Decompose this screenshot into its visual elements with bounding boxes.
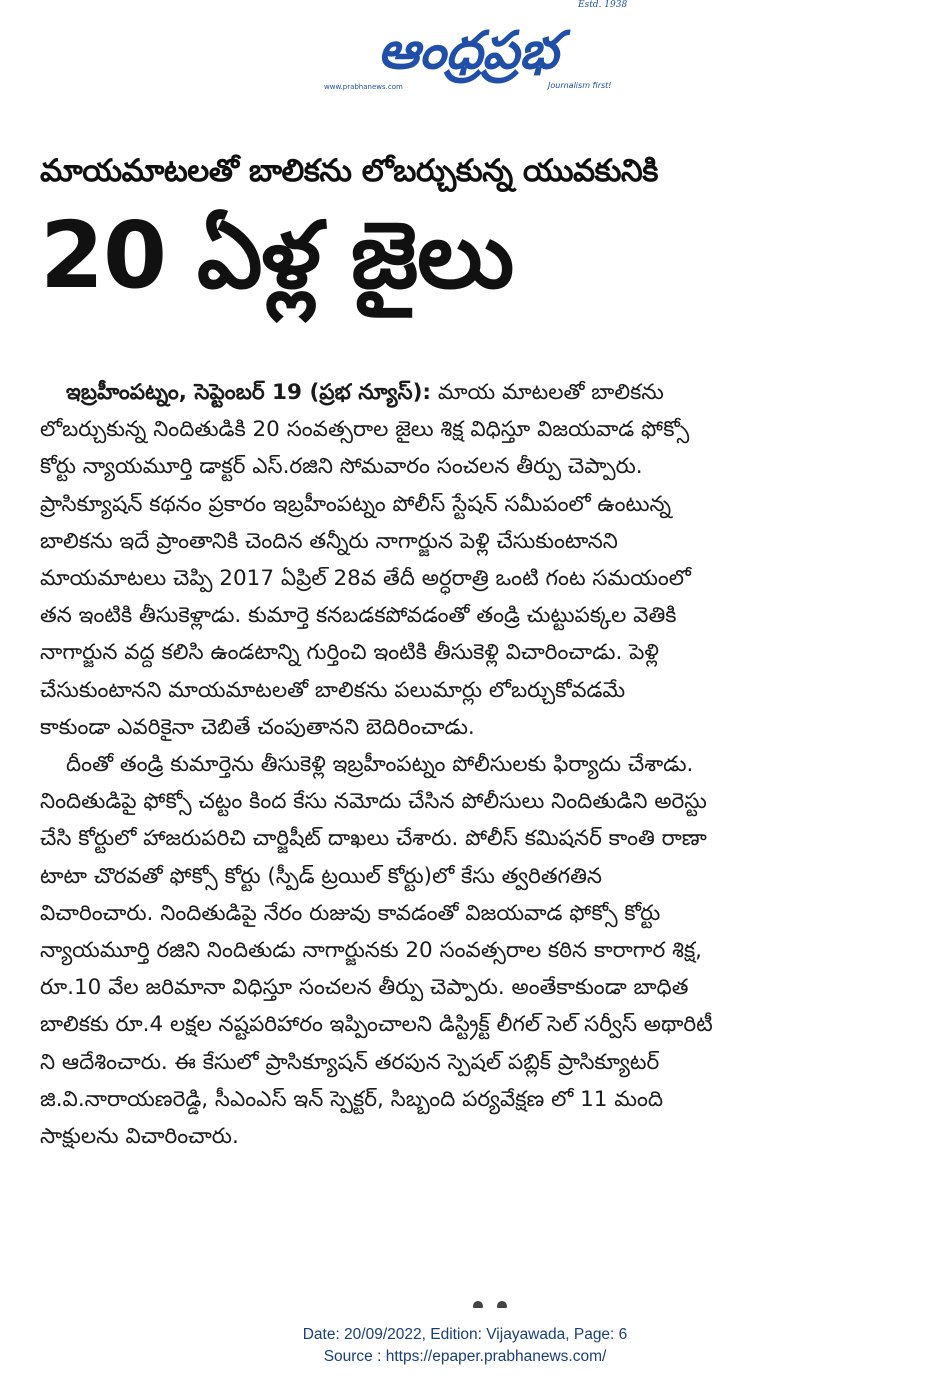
estd-label: Estd. 1938 [578,0,628,10]
paragraph-2-line: దీంతో తండ్రి కుమార్తెను తీసుకెళ్లి ఇబ్రహీంపట్నం పోలీసులకు ఫిర్యాదు చేశాడు. [66,752,694,778]
paragraph-1-line: లోబర్చుకున్న నిందితుడికి 20 సంవత్సరాల జైలు శిక్ష విధిస్తూ విజయవాడ ఫోక్సో [40,417,690,443]
website-label: www.prabhanews.com [324,83,403,91]
article-headline: 20 ఏళ్ల జైలు [40,202,514,309]
paragraph-1-line: మాయమాటలు చెప్పి 2017 ఏప్రిల్ 28వ తేదీ అర్ధరాత్రి ఒంటి గంట సమయంలో [40,566,691,592]
tagline: Journalism first! [548,81,612,90]
paragraph-1-line: ప్రాసిక్యూషన్ కథనం ప్రకారం ఇబ్రహీంపట్నం పోలీస్ స్టేషన్ సమీపంలో ఉంటున్న [40,491,672,517]
paragraph-1-line: తన ఇంటికి తీసుకెళ్లాడు. కుమార్తె కనబడకపోవడంతో తండ్రి చుట్టుపక్కల వెతికి [40,603,677,629]
paragraph-2 [40,746,902,1155]
paragraph-2-line: సాక్షులను విచారించారు. [40,1124,239,1150]
cut-text-fragment [472,1300,508,1308]
paragraph-2-line: ని ఆదేశించారు. ఈ కేసులో ప్రాసిక్యూషన్ తరపున స్పెషల్ పబ్లిక్ ప్రాసిక్యూటర్ [40,1049,660,1075]
masthead [0,0,930,110]
page-footer [0,1324,930,1368]
footer-date-line: Date: 20/09/2022, Edition: Vijayawada, Page: 6 [302,1326,628,1343]
paragraph-1-line: కోర్టు న్యాయమూర్తి డాక్టర్ ఎస్.రజిని సోమవారం సంచలన తీర్పు చెప్పారు. [40,454,643,480]
paragraph-2-line: టాటా చొరవతో ఫోక్సో కోర్టు (స్పీడ్ ట్రయిల్ కోర్టు)లో కేసు త్వరితగతిన [40,863,602,889]
paragraph-2-line: రూ.10 వేల జరిమానా విధిస్తూ సంచలన తీర్పు చెప్పారు. అంతేకాకుండా బాధిత [40,975,689,1001]
article-kicker: మాయమాటలతో బాలికను లోబర్చుకున్న యువకునికి [40,153,658,189]
paragraph-1-line-0 [40,374,902,411]
paragraph-1 [40,374,902,746]
article-body [40,374,902,1155]
paragraph-1-line: కాకుండా ఎవరికైనా చెబితే చంపుతానని బెదిరించాడు. [40,714,475,740]
paragraph-2-line: న్యాయమూర్తి రజిని నిందితుడు నాగార్జునకు 20 సంవత్సరాల కఠిన కారాగార శిక్ష, [40,938,703,964]
paragraph-1-line: నాగార్జున వద్ద కలిసి ఉండటాన్ని గుర్తించి ఇంటికి తీసుకెళ్లి విచారించాడు. పెళ్లి [40,640,659,666]
paragraph-1-line: బాలికను ఇదే ప్రాంతానికి చెందిన తన్నీరు నాగార్జున పెళ్లి చేసుకుంటానని [40,528,618,554]
paragraph-2-line: విచారించారు. నిందితుడిపై నేరం రుజువు కావడంతో విజయవాడ ఫోక్సో కోర్టు [40,900,661,926]
paragraph-1-line: చేసుకుంటానని మాయమాటలతో బాలికను పలుమార్లు లోబర్చుకోవడమే [40,677,626,703]
dateline: ఇబ్రహీంపట్నం, సెప్టెంబర్ 19 (ప్రభ న్యూస్): [66,380,432,405]
paragraph-2-line: బాలికకు రూ.4 లక్షల నష్టపరిహారం ఇప్పించాలని డిస్ట్రిక్ట్ లీగల్ సెల్ సర్వీస్ అథారిటీ [40,1012,713,1038]
logo-wordmark: ఆంధ్రప్రభ [377,21,559,81]
paragraph-1-first-line-rest: మాయ మాటలతో బాలికను [431,380,664,405]
paragraph-2-line: చేసి కోర్టులో హాజరుపరిచి చార్జిషీట్ దాఖలు చేశారు. పోలీస్ కమిషనర్ కాంతి రాణా [40,826,707,852]
footer-source-line: Source : https://epaper.prabhanews.com/ [323,1348,607,1365]
paragraph-2-line: జి.వి.నారాయణరెడ్డి, సీఎంఎస్ ఇన్ స్పెక్టర్, సిబ్బంది పర్యవేక్షణ లో 11 మంది [40,1086,664,1112]
paragraph-2-line: నిందితుడిపై ఫోక్సో చట్టం కింద కేసు నమోదు చేసిన పోలీసులు నిందితుడిని అరెస్టు [40,789,707,815]
